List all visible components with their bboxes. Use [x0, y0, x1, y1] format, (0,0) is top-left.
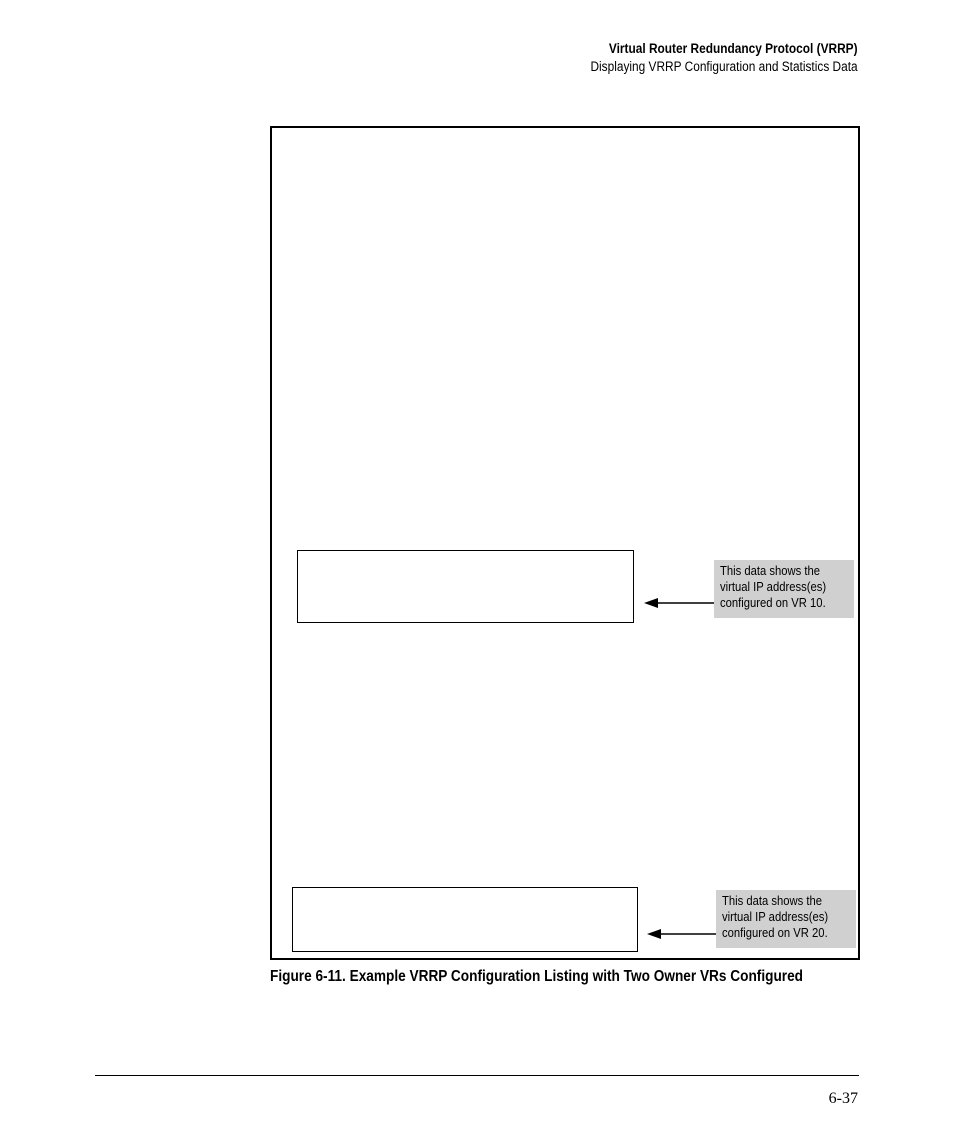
vr10-callout — [714, 560, 854, 618]
vr10-highlight-box — [297, 550, 634, 623]
figure-frame — [270, 126, 860, 960]
vr10-callout-line: This data shows the — [720, 564, 821, 578]
running-header-subtitle: Displaying VRRP Configuration and Statistics Data — [590, 59, 858, 74]
vr20-highlight-box — [292, 887, 638, 952]
vr20-callout-line: configured on VR 20. — [722, 926, 828, 940]
vr20-callout-line: This data shows the — [722, 894, 823, 908]
page-number: 6-37 — [828, 1090, 858, 1107]
running-header-title: Virtual Router Redundancy Protocol (VRRP) — [609, 41, 858, 56]
vr20-callout-line: virtual IP address(es) — [722, 910, 829, 924]
footer-divider — [95, 1075, 859, 1076]
vr20-callout-arrow-icon — [647, 926, 716, 942]
figure-caption: Figure 6-11. Example VRRP Configuration Listing with Two Owner VRs Configured — [270, 968, 804, 985]
vr10-callout-line: configured on VR 10. — [720, 596, 826, 610]
vr10-callout-arrow-icon — [644, 595, 714, 611]
vr10-callout-line: virtual IP address(es) — [720, 580, 827, 594]
vr20-callout — [716, 890, 856, 948]
